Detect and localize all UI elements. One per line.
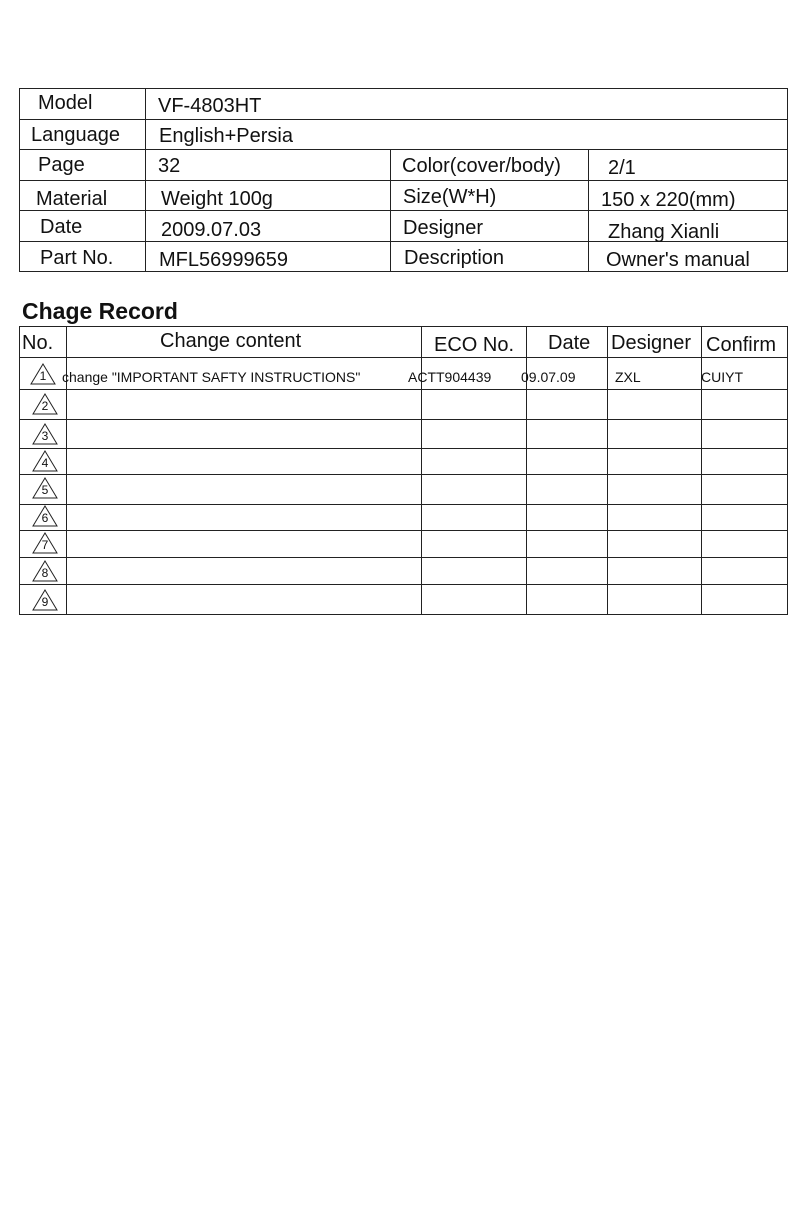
language-value: English+Persia (159, 125, 293, 147)
size-label: Size(W*H) (403, 186, 497, 208)
spec-table-border-left (19, 88, 20, 272)
spec-table-border-bottom (19, 271, 788, 272)
header-designer: Designer (611, 332, 692, 354)
header-no: No. (22, 332, 54, 354)
revision-mark (30, 363, 56, 385)
spec-table-divider (19, 149, 788, 150)
date-label: Date (40, 216, 83, 238)
header-date: Date (548, 332, 591, 354)
change-table-border-bottom (19, 614, 788, 615)
spec-table-border-right (787, 88, 788, 272)
designer-value: Zhang Xianli (608, 221, 720, 243)
change-table-header-divider (19, 357, 788, 358)
change-table-border-right (787, 326, 788, 615)
revision-number: 7 (41, 538, 49, 552)
revision-mark (32, 477, 58, 499)
revision-number: 3 (41, 429, 49, 443)
change-table-row-divider (19, 389, 788, 390)
material-value: Weight 100g (161, 188, 273, 210)
revision-number: 5 (41, 483, 49, 497)
part-no-label: Part No. (40, 247, 114, 269)
row-1-confirm: CUIYT (701, 369, 743, 385)
revision-number: 2 (41, 399, 49, 413)
row-1-designer: ZXL (615, 369, 641, 385)
material-label: Material (36, 188, 108, 210)
revision-mark (32, 450, 58, 472)
spec-table-border-top (19, 88, 788, 89)
page-value: 32 (158, 155, 181, 177)
revision-mark (32, 505, 58, 527)
header-confirm: Confirm (706, 334, 777, 356)
change-table-row-divider (19, 584, 788, 585)
description-value: Owner's manual (606, 249, 750, 271)
header-eco-no: ECO No. (434, 334, 515, 356)
revision-number: 1 (39, 369, 47, 383)
page-label: Page (38, 154, 85, 176)
row-1-content: change "IMPORTANT SAFTY INSTRUCTIONS" (62, 369, 361, 385)
revision-mark (32, 589, 58, 611)
color-value: 2/1 (608, 157, 636, 179)
change-table-row-divider (19, 530, 788, 531)
spec-table-column-divider (145, 88, 146, 272)
date-value: 2009.07.03 (161, 219, 262, 241)
header-change-content: Change content (160, 330, 302, 352)
language-label: Language (31, 124, 120, 146)
change-table-row-divider (19, 419, 788, 420)
spec-table-divider (19, 180, 788, 181)
part-no-value: MFL56999659 (159, 249, 288, 271)
row-1-date: 09.07.09 (521, 369, 576, 385)
model-value: VF-4803HT (158, 95, 262, 117)
description-label: Description (404, 247, 505, 269)
spec-table-divider (19, 119, 788, 120)
model-label: Model (38, 92, 93, 114)
change-table-row-divider (19, 504, 788, 505)
revision-number: 9 (41, 595, 49, 609)
row-1-eco-no: ACTT904439 (408, 369, 492, 385)
designer-label: Designer (403, 217, 484, 239)
change-record-title: Chage Record (22, 298, 178, 324)
spec-table-column-divider (390, 149, 391, 272)
color-label: Color(cover/body) (402, 155, 561, 177)
change-table-row-divider (19, 448, 788, 449)
revision-mark (32, 532, 58, 554)
revision-mark (32, 560, 58, 582)
spec-table (19, 88, 788, 271)
size-value: 150 x 220(mm) (601, 189, 736, 211)
revision-number: 4 (41, 456, 49, 470)
revision-mark (32, 393, 58, 415)
change-record-table (19, 326, 788, 615)
revision-number: 6 (41, 511, 49, 525)
change-table-border-left (19, 326, 20, 615)
change-table-column-divider (607, 326, 608, 615)
spec-table-column-divider (588, 149, 589, 272)
change-table-border-top (19, 326, 788, 327)
revision-mark (32, 423, 58, 445)
change-table-row-divider (19, 557, 788, 558)
revision-number: 8 (41, 566, 49, 580)
change-table-row-divider (19, 474, 788, 475)
